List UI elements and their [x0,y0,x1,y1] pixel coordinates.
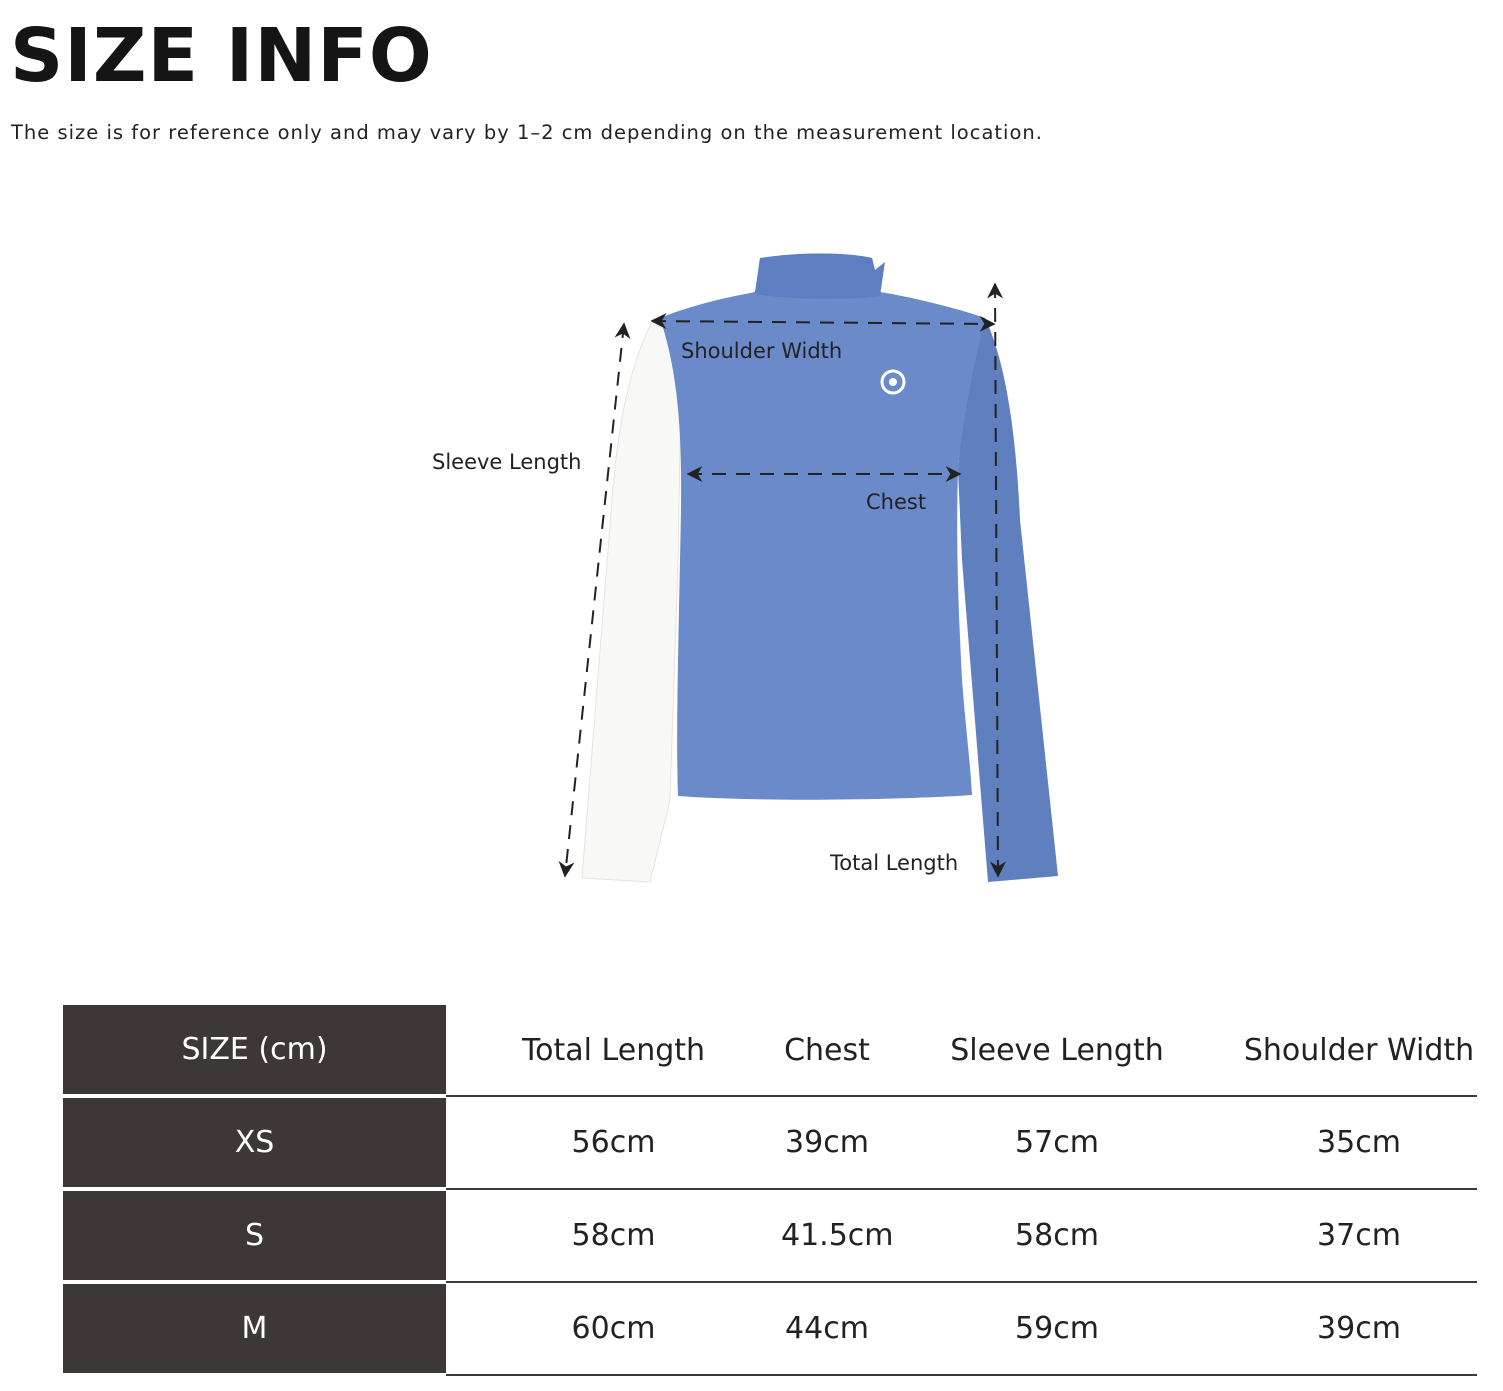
label-sleeve-length: Sleeve Length [432,450,582,474]
total-length-cell: 60cm [446,1282,781,1375]
right-sleeve-shape [958,318,1058,882]
sleeve-length-cell: 57cm [873,1096,1241,1189]
shoulder-width-cell: 35cm [1241,1096,1477,1189]
chest-cell: 39cm [781,1096,873,1189]
size-cell: XS [63,1096,446,1189]
header-total-length: Total Length [446,1005,781,1096]
total-length-cell: 56cm [446,1096,781,1189]
total-length-cell: 58cm [446,1189,781,1282]
header-chest: Chest [781,1005,873,1096]
table-row [63,1189,1477,1282]
sleeve-length-cell: 58cm [873,1189,1241,1282]
shirt-body-shape [660,254,985,800]
size-cell: M [63,1282,446,1375]
shoulder-width-cell: 39cm [1241,1282,1477,1375]
sleeve-length-cell: 59cm [873,1282,1241,1375]
chest-cell: 44cm [781,1282,873,1375]
page-subtitle: The size is for reference only and may vary by 1–2 cm depending on the measurement location. [11,121,1043,144]
page-title: SIZE INFO [10,13,433,99]
label-chest: Chest [866,490,927,514]
table-row [63,1282,1477,1375]
label-total-length: Total Length [830,851,959,875]
label-shoulder-width: Shoulder Width [681,339,843,363]
chest-cell: 41.5cm [781,1189,873,1282]
left-sleeve-shape [582,322,682,882]
collar-shape [755,254,885,299]
size-cell: S [63,1189,446,1282]
header-sleeve-length: Sleeve Length [873,1005,1241,1096]
shoulder-width-cell: 37cm [1241,1189,1477,1282]
table-header-row [63,1005,1477,1096]
size-table [63,1005,1477,1377]
table-row [63,1096,1477,1189]
header-shoulder-width: Shoulder Width [1241,1005,1477,1096]
header-size: SIZE (cm) [63,1005,446,1096]
